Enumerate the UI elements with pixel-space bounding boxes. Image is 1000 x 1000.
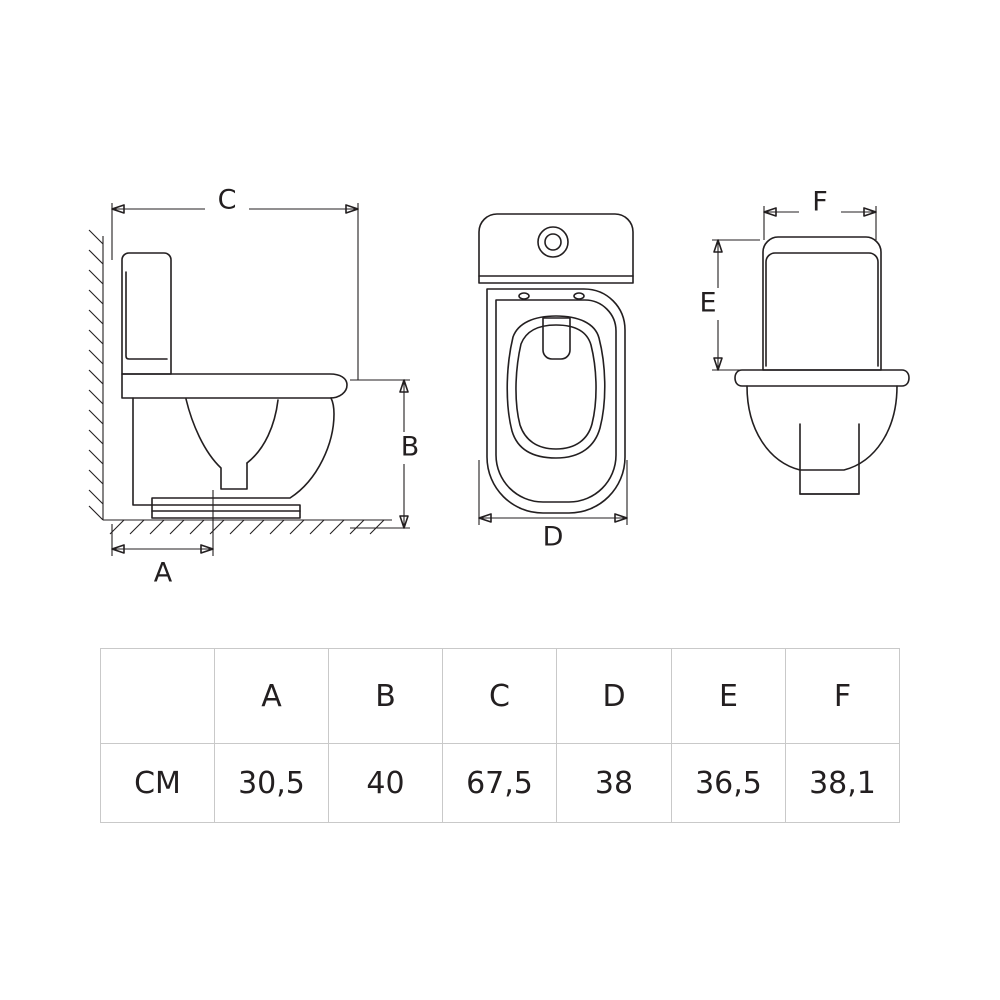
side-view xyxy=(89,185,428,591)
front-view-tank xyxy=(763,237,881,370)
dimension-e xyxy=(690,240,760,370)
side-view-bowl-inner-contour xyxy=(186,399,247,489)
top-view-rim-inner xyxy=(507,316,605,458)
dimension-f xyxy=(764,187,876,241)
table-header-f: F xyxy=(786,649,900,744)
dimension-label-b: B xyxy=(400,431,420,463)
front-view-seat xyxy=(735,370,909,386)
side-view-bowl-inner-contour-2 xyxy=(247,400,278,463)
dimension-label-c: C xyxy=(217,184,237,216)
table-row-label-cm: CM xyxy=(101,744,215,823)
table-header-row xyxy=(101,649,900,744)
table-cell-d: 38 xyxy=(557,744,672,823)
table-cell-f: 38,1 xyxy=(786,744,900,823)
table-corner-cell xyxy=(101,649,215,744)
top-view-tank xyxy=(479,214,633,283)
side-view-tank xyxy=(122,253,171,374)
table-header-e: E xyxy=(672,649,786,744)
table-cell-e: 36,5 xyxy=(672,744,786,823)
side-view-seat xyxy=(122,374,347,398)
table-header-c: C xyxy=(443,649,557,744)
top-view-outlet xyxy=(543,318,570,359)
dimension-d xyxy=(479,460,627,554)
front-view-pedestal xyxy=(800,424,859,494)
side-view-tank-lid xyxy=(126,272,167,359)
top-view-rim-inner-2 xyxy=(516,325,596,449)
dimension-label-d: D xyxy=(542,521,564,553)
front-view xyxy=(690,187,909,495)
fixing-hole-left-icon xyxy=(519,293,529,299)
front-view-bowl xyxy=(747,386,897,470)
table-cell-b: 40 xyxy=(329,744,443,823)
flush-button-icon[interactable] xyxy=(538,227,568,257)
dimension-c xyxy=(112,185,358,381)
dimension-label-f: F xyxy=(812,186,828,218)
dimension-label-a: A xyxy=(153,557,173,589)
floor-hatch-icon xyxy=(103,520,392,534)
table-cell-a: 30,5 xyxy=(215,744,329,823)
wall-hatch-icon xyxy=(89,230,103,520)
dimension-table xyxy=(100,648,900,823)
top-view-seat-outline xyxy=(496,300,616,502)
fixing-hole-right-icon xyxy=(574,293,584,299)
dimension-label-e: E xyxy=(699,287,717,319)
table-cell-c: 67,5 xyxy=(443,744,557,823)
top-view xyxy=(479,214,633,554)
table-header-a: A xyxy=(215,649,329,744)
table-row xyxy=(101,744,900,823)
table-header-d: D xyxy=(557,649,672,744)
table-header-b: B xyxy=(329,649,443,744)
flush-button-inner-icon xyxy=(545,234,561,250)
front-view-tank-lid xyxy=(766,253,878,366)
dimension-b xyxy=(350,380,428,528)
